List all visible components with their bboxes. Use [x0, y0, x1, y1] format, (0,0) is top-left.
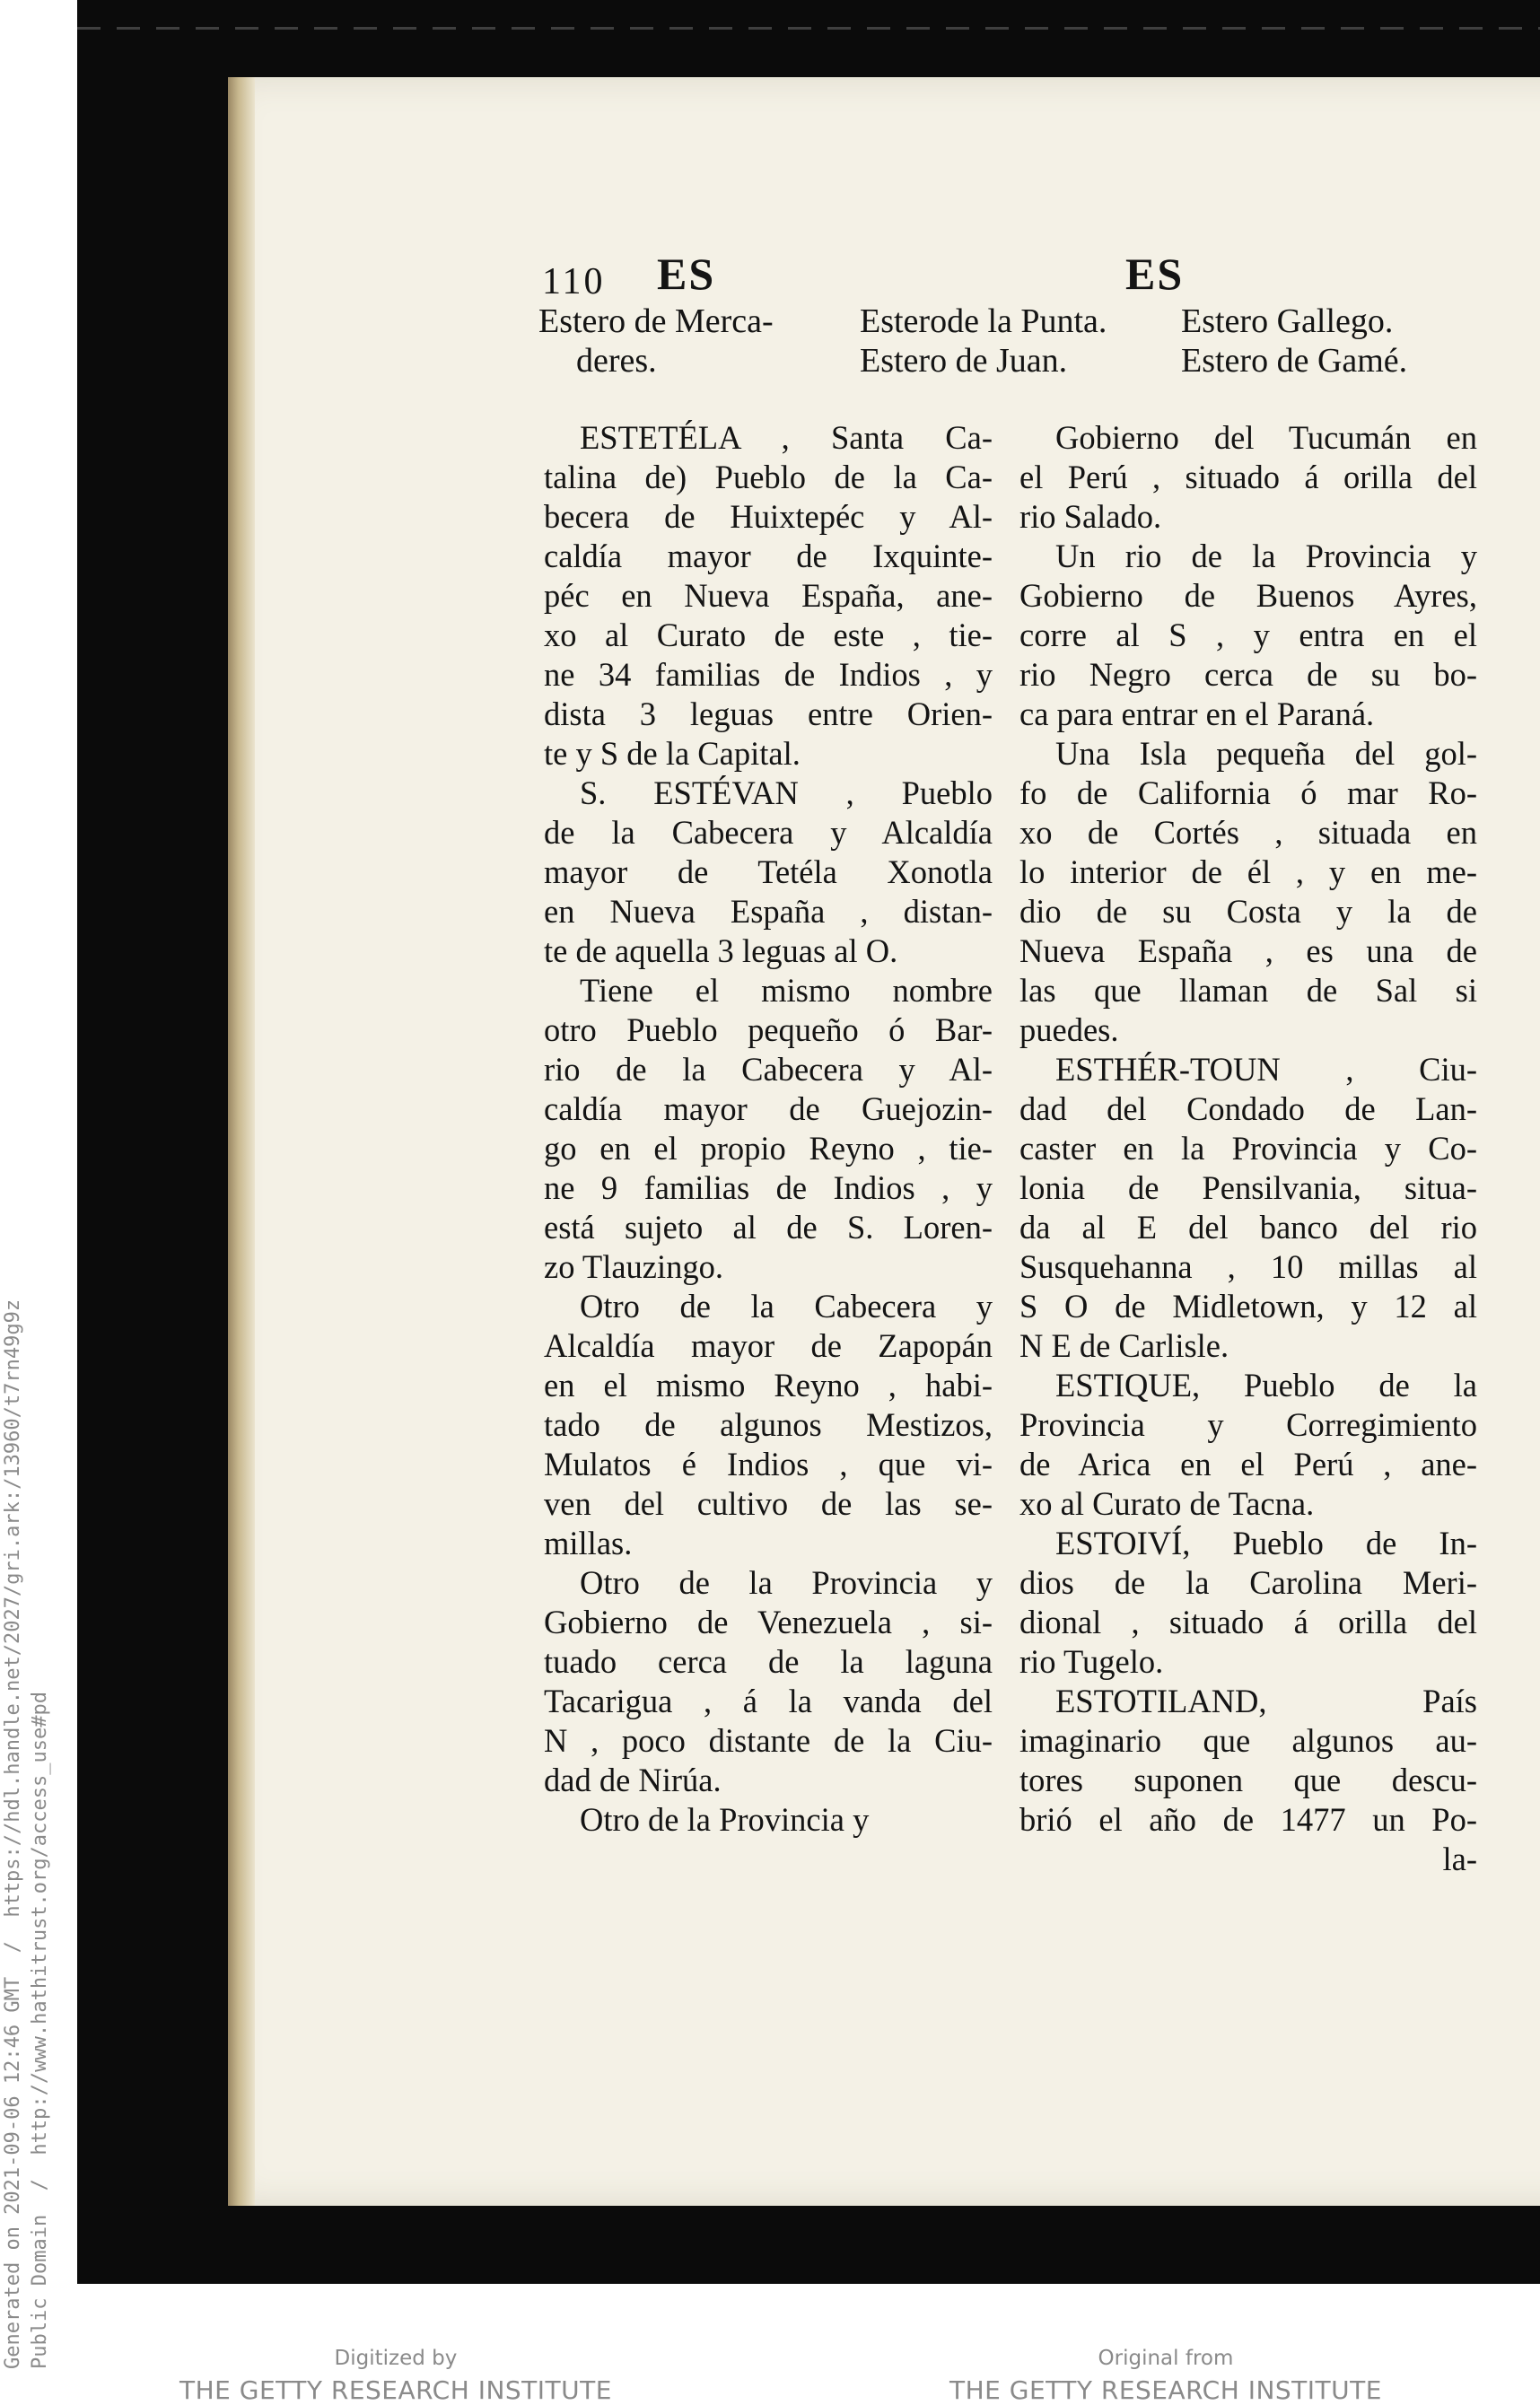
text-line: caster en la Provincia y Co- [1019, 1130, 1477, 1167]
cross-reference-line: deres. [576, 342, 657, 380]
text-line: zo Tlauzingo. [544, 1248, 724, 1285]
left-column [544, 418, 993, 1840]
text-line: brió el año de 1477 un Po- [1019, 1801, 1477, 1838]
text-line: Gobierno de Venezuela , si- [544, 1604, 993, 1640]
text-line: en Nueva España , distan- [544, 893, 993, 930]
cross-reference-line: Esterode la Punta. [860, 302, 1107, 340]
text-line: caldía mayor de Guejozin- [544, 1090, 993, 1127]
page-number: 110 [542, 261, 606, 302]
text-line: en el mismo Reyno , habi- [544, 1367, 993, 1404]
running-head-right: ES [1125, 249, 1185, 299]
text-line: Provincia y Corregimiento [1019, 1406, 1477, 1443]
text-line: ne 9 familias de Indios , y [544, 1169, 993, 1206]
digitized-institution: THE GETTY RESEARCH INSTITUTE [179, 2375, 612, 2405]
text-line: xo de Cortés , situada en [1019, 814, 1477, 851]
text-line: fo de California ó mar Ro- [1019, 774, 1477, 811]
cross-reference-line: Estero de Gamé. [1181, 342, 1408, 380]
text-line: dista 3 leguas entre Orien- [544, 695, 993, 732]
text-line: tuado cerca de la laguna [544, 1643, 993, 1680]
text-line: Otro de la Cabecera y [580, 1288, 993, 1325]
text-line: lo interior de él , y en me- [1019, 853, 1477, 890]
scanned-page-frame [77, 0, 1540, 2284]
original-from-credit [949, 2347, 1382, 2405]
digitized-by-credit [179, 2347, 612, 2405]
text-line: Nueva España , es una de [1019, 932, 1477, 969]
text-line: te y S de la Capital. [544, 735, 801, 772]
text-line: ESTETÉLA , Santa Ca- [580, 419, 993, 456]
text-line: rio Salado. [1019, 498, 1162, 535]
text-line: ESTIQUE, Pueblo de la [1055, 1367, 1477, 1404]
text-line: imaginario que algunos au- [1019, 1722, 1477, 1759]
text-line: Un rio de la Provincia y [1055, 538, 1477, 574]
text-line: mayor de Tetéla Xonotla [544, 853, 993, 890]
text-line: Otro de la Provincia y [580, 1564, 993, 1601]
text-line: te de aquella 3 leguas al O. [544, 932, 898, 969]
digitized-label: Digitized by [334, 2347, 458, 2370]
text-line: dios de la Carolina Meri- [1019, 1564, 1477, 1601]
text-line: ven del cultivo de las se- [544, 1485, 993, 1522]
cross-reference-3 [1181, 302, 1407, 380]
text-line: caldía mayor de Ixquinte- [544, 538, 993, 574]
cross-reference-line: Estero de Merca- [538, 302, 774, 340]
text-line: ESTOTILAND, País [1055, 1683, 1477, 1719]
text-line: rio Negro cerca de su bo- [1019, 656, 1477, 693]
generated-line: Generated on 2021-09-06 12:46 GMT / https://hdl.handle.net/2027/gri.ark:/13960/t7rn49g9z [2, 1299, 24, 2369]
access-notice [0, 1131, 54, 2369]
text-line: ESTHÉR-TOUN , Ciu- [1055, 1051, 1477, 1088]
text-line: el Perú , situado á orilla del [1019, 459, 1477, 495]
text-line: S O de Midletown, y 12 al [1019, 1288, 1477, 1325]
text-line: lonia de Pensilvania, situa- [1019, 1169, 1477, 1206]
original-label: Original from [1098, 2347, 1234, 2370]
text-line: dad del Condado de Lan- [1019, 1090, 1477, 1127]
text-line: N E de Carlisle. [1019, 1327, 1229, 1364]
text-line: Susquehanna , 10 millas al [1019, 1248, 1477, 1285]
text-line: go en el propio Reyno , tie- [544, 1130, 993, 1167]
text-line: xo al Curato de Tacna. [1019, 1485, 1315, 1522]
text-line: tores suponen que descu- [1019, 1762, 1477, 1798]
text-line: péc en Nueva España, ane- [544, 577, 993, 614]
cross-reference-line: Estero Gallego. [1181, 302, 1394, 340]
text-line: corre al S , y entra en el [1019, 617, 1477, 653]
text-line: dad de Nirúa. [544, 1762, 722, 1798]
text-line: rio de la Cabecera y Al- [544, 1051, 993, 1088]
text-line: Una Isla pequeña del gol- [1055, 735, 1477, 772]
text-line: becera de Huixtepéc y Al- [544, 498, 993, 535]
cross-reference-2 [860, 302, 1107, 380]
text-line: ESTOIVÍ, Pueblo de In- [1055, 1525, 1477, 1561]
text-line: dio de su Costa y la de [1019, 893, 1477, 930]
text-line: ne 34 familias de Indios , y [544, 656, 993, 693]
text-line: las que llaman de Sal si [1019, 972, 1477, 1009]
text-line: Alcaldía mayor de Zapopán [544, 1327, 993, 1364]
text-line: la- [1442, 1841, 1477, 1877]
text-line: de la Cabecera y Alcaldía [544, 814, 993, 851]
text-line: xo al Curato de este , tie- [544, 617, 993, 653]
right-column [1019, 418, 1477, 1879]
public-domain-line: Public Domain / http://www.hathitrust.org/access_use#pd [29, 1692, 51, 2369]
text-line: Tiene el mismo nombre [580, 972, 993, 1009]
text-line: S. ESTÉVAN , Pueblo [580, 774, 993, 811]
running-head-left: ES [657, 249, 716, 299]
text-line: puedes. [1019, 1011, 1119, 1048]
cross-reference-1 [538, 302, 774, 380]
text-line: Tacarigua , á la vanda del [544, 1683, 993, 1719]
text-line: rio Tugelo. [1019, 1643, 1164, 1680]
text-line: da al E del banco del rio [1019, 1209, 1477, 1246]
text-line: otro Pueblo pequeño ó Bar- [544, 1011, 993, 1048]
text-line: dional , situado á orilla del [1019, 1604, 1477, 1640]
text-line: talina de) Pueblo de la Ca- [544, 459, 993, 495]
text-line: millas. [544, 1525, 633, 1561]
text-line: tado de algunos Mestizos, [544, 1406, 993, 1443]
original-institution: THE GETTY RESEARCH INSTITUTE [949, 2375, 1382, 2405]
text-line: Gobierno del Tucumán en [1055, 419, 1477, 456]
text-line: ca para entrar en el Paraná. [1019, 695, 1375, 732]
text-line: Otro de la Provincia y [580, 1801, 870, 1838]
text-line: Mulatos é Indios , que vi- [544, 1446, 993, 1482]
text-line: está sujeto al de S. Loren- [544, 1209, 993, 1246]
text-line: N , poco distante de la Ciu- [544, 1722, 993, 1759]
text-line: de Arica en el Perú , ane- [1019, 1446, 1477, 1482]
cross-reference-line: Estero de Juan. [860, 342, 1068, 380]
text-line: Gobierno de Buenos Ayres, [1019, 577, 1477, 614]
book-page [228, 77, 1540, 2206]
